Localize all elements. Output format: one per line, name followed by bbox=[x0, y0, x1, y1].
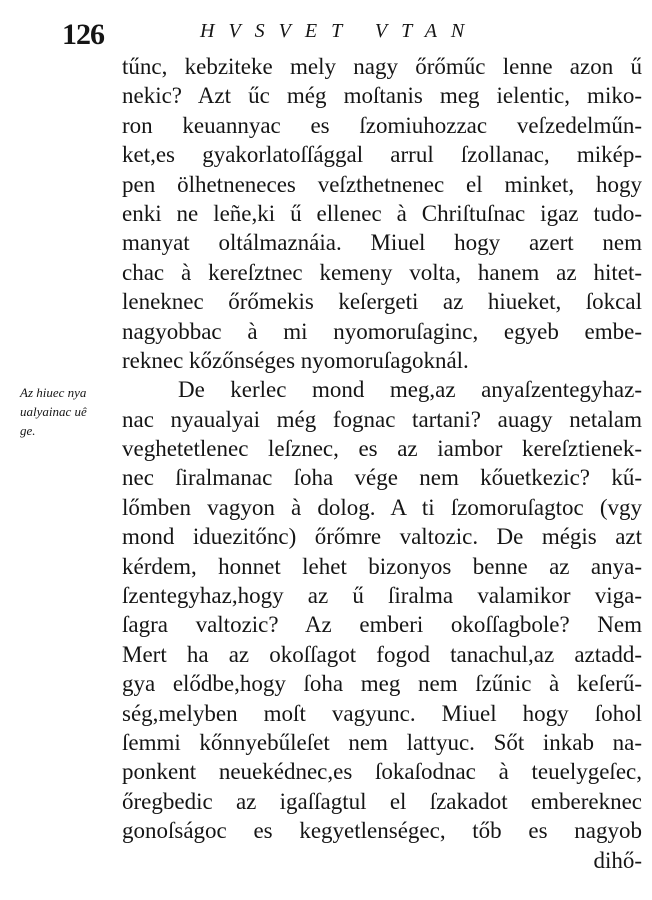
text-line: veghetetlenec leſznec, es az iambor kereſztienek- bbox=[122, 436, 642, 462]
text-line-paragraph-start: De kerlec mond meg,az anyaſzentegyhaz- bbox=[178, 377, 642, 403]
text-line: gonoſságoc es kegyetlenségec, tőb es nagyob bbox=[122, 818, 642, 844]
text-line: nekic? Azt űc még moſtanis meg ielentic, miko- bbox=[122, 83, 642, 109]
text-line: enki ne leñe,ki ű ellenec à Chriſtuſnac igaz tudo- bbox=[122, 200, 642, 226]
page-number: 126 bbox=[62, 18, 104, 51]
text-line: manyat oltálmaznáia. Miuel hogy azert nem bbox=[122, 230, 642, 256]
text-line: ron keuannyac es ſzomiuhozzac veſzedelműn- bbox=[122, 112, 642, 138]
text-line: ponkent neuekédnec,es ſokaſodnac à teuelygeſec, bbox=[122, 759, 642, 785]
catchword: dihő- bbox=[593, 847, 642, 873]
text-line: ség,melyben moſt vagyunc. Miuel hogy ſohol bbox=[122, 700, 642, 726]
text-line: pen ölhetneneces veſzthetnenec el minket, hogy bbox=[122, 171, 642, 197]
text-line: lőmben vagyon à dolog. A ti ſzomoruſagtoc (vgy bbox=[122, 494, 642, 520]
marginal-note bbox=[20, 383, 120, 440]
marginal-note-line: Az hiuec nya bbox=[20, 385, 87, 400]
text-line: gya elődbe,hogy ſoha meg nem ſzűnic à keſerű- bbox=[122, 671, 642, 697]
text-line: nec ſiralmanac ſoha vége nem kőuetkezic? kű- bbox=[122, 465, 642, 491]
text-line: reknec kőzőnséges nyomoruſagoknál. bbox=[122, 347, 469, 373]
text-line: kérdem, honnet lehet bizonyos benne az anya- bbox=[122, 553, 642, 579]
marginal-note-line: ualyainac uê bbox=[20, 404, 87, 419]
text-line: Mert ha az okoſſagot fogod tanachul,az aztadd- bbox=[122, 641, 642, 667]
text-line: ſzentegyhaz,hogy az ű ſiralma valamikor viga- bbox=[122, 583, 642, 609]
marginal-note-line: ge. bbox=[20, 423, 36, 438]
text-line: leneknec őrőmekis keſergeti az hiueket, ſokcal bbox=[122, 289, 642, 315]
text-line: ket,es gyakorlatoſſággal arrul ſzollanac, mikép- bbox=[122, 142, 642, 168]
text-line: nagyobbac à mi nyomoruſaginc, egyeb embe- bbox=[122, 318, 642, 344]
text-line: nac nyaualyai még fognac tartani? auagy netalam bbox=[122, 406, 642, 432]
body-text bbox=[122, 52, 642, 875]
text-line: mond iduezitőnc) őrőmre valtozic. De mégis azt bbox=[122, 524, 642, 550]
text-line: tűnc, kebziteke mely nagy őrőműc lenne azon ű bbox=[122, 54, 642, 79]
text-line: ſagra valtozic? Az emberi okoſſagbole? Nem bbox=[122, 612, 642, 638]
text-line: őregbedic az igaſſagtul el ſzakadot embereknec bbox=[122, 788, 642, 814]
running-head: HVSVET VTAN bbox=[200, 20, 479, 42]
text-line: chac à kereſztnec kemeny volta, hanem az hitet- bbox=[122, 259, 642, 285]
text-line: ſemmi kőnnyebűleſet nem lattyuc. Sőt inkab na- bbox=[122, 729, 642, 755]
